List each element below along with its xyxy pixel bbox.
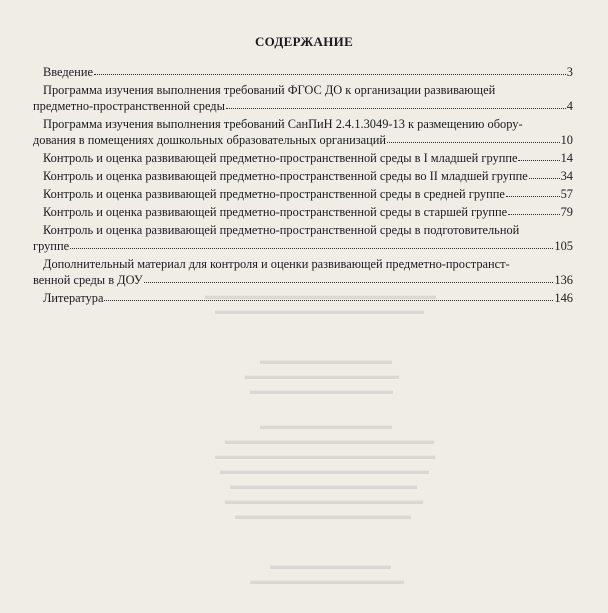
page-title: СОДЕРЖАНИЕ [254, 34, 354, 49]
toc-page-number: 57 [560, 187, 573, 201]
toc-page-number: 4 [566, 99, 573, 113]
toc-entry [33, 64, 573, 80]
bleed-through-decoration: ▬▬▬▬▬▬▬▬▬▬▬▬▬▬ [245, 370, 399, 382]
bleed-through-decoration: ▬▬▬▬▬▬▬▬▬▬▬▬▬▬▬▬▬▬▬▬ [215, 450, 435, 462]
toc-entry-title: Введение [43, 65, 93, 79]
toc-entry-title: группе [33, 239, 70, 253]
toc-page-number: 34 [560, 169, 573, 183]
toc-entry [33, 116, 573, 148]
toc-entry [33, 204, 573, 220]
toc-entry [33, 290, 573, 306]
toc-entry [33, 186, 573, 202]
dot-leader [508, 204, 559, 215]
bleed-through-decoration: ▬▬▬▬▬▬▬▬▬▬▬▬ [260, 420, 392, 432]
dot-leader [94, 64, 566, 75]
toc-page-number: 136 [554, 273, 573, 287]
toc-entry [33, 222, 573, 254]
toc-entry [33, 168, 573, 184]
bleed-through-decoration: ▬▬▬▬▬▬▬▬▬▬▬▬▬▬▬▬▬▬▬ [225, 435, 434, 447]
dot-leader [70, 238, 553, 249]
toc-entry-title: Контроль и оценка развивающей предметно-пространственной среды в средней группе [43, 187, 505, 201]
bleed-through-decoration: ▬▬▬▬▬▬▬▬▬▬▬▬▬▬▬▬ [235, 510, 411, 522]
toc-entry-title: венной среды в ДОУ [33, 273, 143, 287]
toc-entry-title: дования в помещениях дошкольных образовательных организаций [33, 133, 387, 147]
toc-entry-title: Контроль и оценка развивающей предметно-пространственной среды в старшей группе [43, 205, 508, 219]
dot-leader [387, 132, 560, 143]
bleed-through-decoration: ▬▬▬▬▬▬▬▬▬▬▬▬ [260, 355, 392, 367]
toc-entry-title: Программа изучения выполнения требований СанПиН 2.4.1.3049-13 к размещению обору- [43, 117, 523, 131]
toc-page-number: 146 [554, 291, 573, 305]
bleed-through-decoration: ▬▬▬▬▬▬▬▬▬▬▬▬▬▬▬▬▬▬▬ [220, 465, 429, 477]
bleed-through-decoration: ▬▬▬▬▬▬▬▬▬▬▬▬▬▬▬▬▬ [230, 480, 417, 492]
bleed-through-decoration: ▬▬▬▬▬▬▬▬▬▬▬ [270, 560, 391, 572]
dot-leader [104, 290, 553, 301]
toc-entry-title: Литература [43, 291, 104, 305]
toc-entry-title: предметно-пространственной среды [33, 99, 225, 113]
toc-page-number: 105 [554, 239, 573, 253]
toc-page-number: 3 [566, 65, 573, 79]
bleed-through-decoration: ▬▬▬▬▬▬▬▬▬▬▬▬▬▬▬▬▬▬▬▬▬ [205, 290, 436, 302]
table-of-contents [33, 64, 573, 308]
bleed-through-decoration: ▬▬▬▬▬▬▬▬▬▬▬▬▬▬▬▬▬▬▬ [215, 305, 424, 317]
toc-page-number: 10 [560, 133, 573, 147]
toc-entry-title: Контроль и оценка развивающей предметно-пространственной среды во II младшей группе [43, 169, 528, 183]
toc-page-number: 79 [560, 205, 573, 219]
toc-page-number: 14 [560, 151, 573, 165]
dot-leader [518, 150, 559, 161]
toc-entry [33, 82, 573, 114]
toc-entry-title: Дополнительный материал для контроля и оценки развивающей предметно-пространст- [43, 257, 510, 271]
bleed-through-decoration: ▬▬▬▬▬▬▬▬▬▬▬▬▬▬ [250, 575, 404, 587]
toc-entry-title: Программа изучения выполнения требований ФГОС ДО к организации развивающей [43, 83, 496, 97]
toc-entry-title: Контроль и оценка развивающей предметно-пространственной среды в подготовительной [43, 223, 520, 237]
dot-leader [506, 186, 560, 197]
dot-leader [529, 168, 560, 179]
dot-leader [144, 272, 554, 283]
toc-entry [33, 150, 573, 166]
toc-entry-title: Контроль и оценка развивающей предметно-пространственной среды в I младшей группе [43, 151, 518, 165]
toc-entry [33, 256, 573, 288]
bleed-through-decoration: ▬▬▬▬▬▬▬▬▬▬▬▬▬▬▬▬▬▬ [225, 495, 423, 507]
bleed-through-decoration: ▬▬▬▬▬▬▬▬▬▬▬▬▬ [250, 385, 393, 397]
dot-leader [226, 98, 566, 109]
